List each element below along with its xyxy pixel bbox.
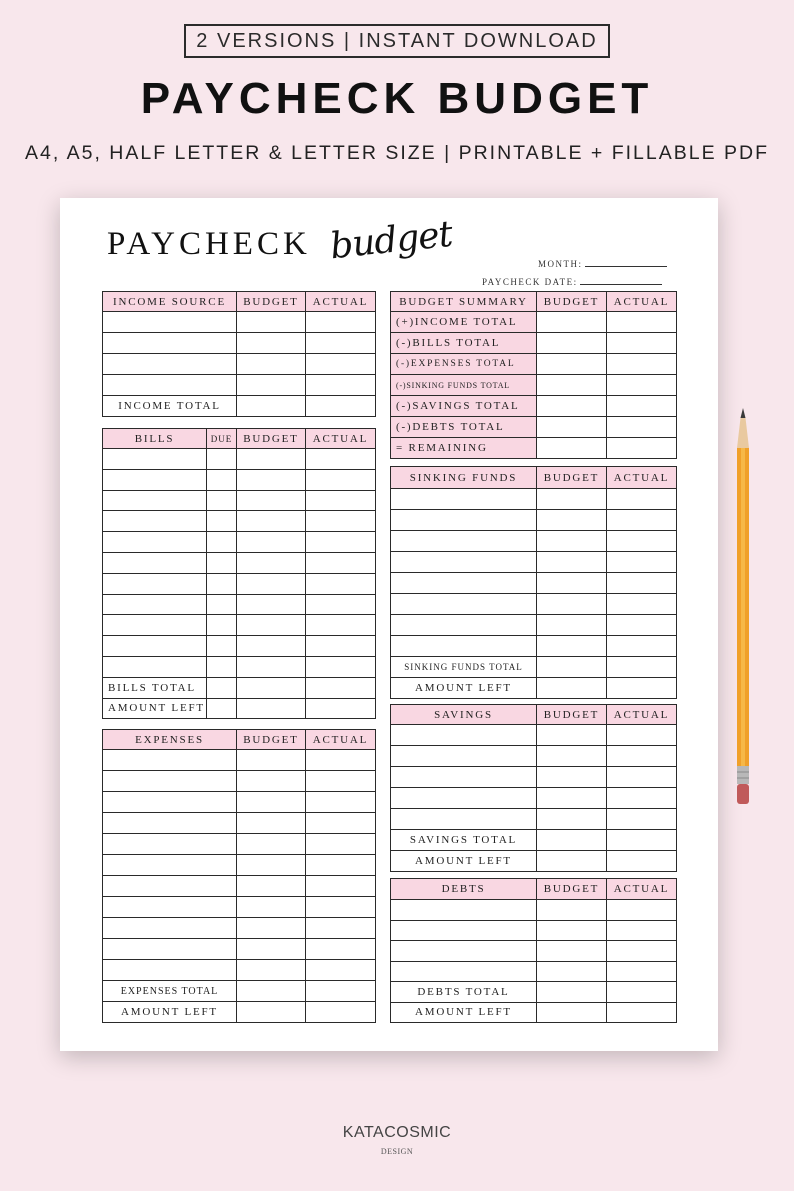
table-row[interactable] <box>391 636 677 657</box>
sinking-amount-left-label: AMOUNT LEFT <box>391 678 537 699</box>
summary-remaining: = REMAINING <box>391 438 537 459</box>
income-header-actual: ACTUAL <box>306 292 376 312</box>
bills-table <box>102 428 376 719</box>
table-row[interactable] <box>391 375 677 396</box>
income-header-source: INCOME SOURCE <box>103 292 237 312</box>
table-row[interactable] <box>391 767 677 788</box>
brand-logo: KATACOSMIC <box>342 1124 452 1141</box>
budget-summary-table <box>390 291 677 459</box>
debts-total-label: DEBTS TOTAL <box>391 982 537 1003</box>
sheet-script-title: budget <box>328 213 454 268</box>
table-row[interactable] <box>391 982 677 1003</box>
table-row[interactable] <box>391 678 677 699</box>
table-row[interactable] <box>103 897 376 918</box>
bills-amount-left-label: AMOUNT LEFT <box>103 698 207 719</box>
table-row[interactable] <box>103 656 376 677</box>
debts-header-name: DEBTS <box>391 879 537 900</box>
table-row[interactable] <box>391 573 677 594</box>
table-row[interactable] <box>391 941 677 962</box>
pencil-lead <box>741 408 746 418</box>
table-row[interactable] <box>391 809 677 830</box>
table-row[interactable] <box>391 725 677 746</box>
budget-sheet <box>60 198 718 1051</box>
debts-amount-left-label: AMOUNT LEFT <box>391 1002 537 1023</box>
table-row[interactable] <box>103 677 376 698</box>
table-row[interactable] <box>103 939 376 960</box>
table-row[interactable] <box>391 657 677 678</box>
summary-sinking-funds-total: (-)SINKING FUNDS TOTAL <box>391 375 537 396</box>
table-row[interactable] <box>103 981 376 1002</box>
table-row[interactable] <box>103 333 376 354</box>
table-row[interactable] <box>391 615 677 636</box>
summary-savings-total: (-)SAVINGS TOTAL <box>391 396 537 417</box>
table-row[interactable] <box>103 855 376 876</box>
savings-header-actual: ACTUAL <box>607 705 677 725</box>
table-row[interactable] <box>103 918 376 939</box>
table-row[interactable] <box>391 851 677 872</box>
table-row[interactable] <box>391 354 677 375</box>
paycheck-date-field[interactable] <box>482 276 662 287</box>
summary-header-name: BUDGET SUMMARY <box>391 292 537 312</box>
table-row[interactable] <box>103 490 376 511</box>
income-table <box>102 291 376 417</box>
table-row[interactable] <box>391 489 677 510</box>
summary-debts-total: (-)DEBTS TOTAL <box>391 417 537 438</box>
savings-amount-left-label: AMOUNT LEFT <box>391 851 537 872</box>
table-row[interactable] <box>391 961 677 982</box>
sinking-header-budget: BUDGET <box>537 467 607 489</box>
table-row[interactable] <box>391 594 677 615</box>
table-row[interactable] <box>103 312 376 333</box>
month-label: MONTH: <box>538 259 583 269</box>
table-row[interactable] <box>391 1002 677 1023</box>
sinking-header-name: SINKING FUNDS <box>391 467 537 489</box>
summary-expenses-total: (-)EXPENSES TOTAL <box>391 354 537 375</box>
table-row[interactable] <box>103 552 376 573</box>
table-row[interactable] <box>103 532 376 553</box>
bills-total-label: BILLS TOTAL <box>103 677 207 698</box>
table-row[interactable] <box>103 354 376 375</box>
table-row[interactable] <box>391 396 677 417</box>
expenses-amount-left-label: AMOUNT LEFT <box>103 1002 237 1023</box>
table-row[interactable] <box>103 813 376 834</box>
expenses-table <box>102 729 376 1023</box>
table-row[interactable] <box>103 698 376 719</box>
brand-sub: DESIGN <box>380 1147 414 1156</box>
debts-table <box>390 878 677 1023</box>
table-row[interactable] <box>391 312 677 333</box>
pencil-tip-wood <box>737 418 749 448</box>
expenses-header-budget: BUDGET <box>237 730 306 750</box>
table-row[interactable] <box>103 771 376 792</box>
table-row[interactable] <box>391 788 677 809</box>
month-field[interactable] <box>538 258 667 269</box>
sinking-total-label: SINKING FUNDS TOTAL <box>391 657 537 678</box>
table-row[interactable] <box>103 469 376 490</box>
bills-header-budget: BUDGET <box>237 429 306 449</box>
table-row[interactable] <box>103 449 376 470</box>
savings-total-label: SAVINGS TOTAL <box>391 830 537 851</box>
debts-header-budget: BUDGET <box>537 879 607 900</box>
table-row[interactable] <box>391 920 677 941</box>
table-row[interactable] <box>391 746 677 767</box>
table-row[interactable] <box>391 552 677 573</box>
paycheck-date-label: PAYCHECK DATE: <box>482 277 578 287</box>
table-row[interactable] <box>103 594 376 615</box>
table-row[interactable] <box>391 531 677 552</box>
page-subtitle: A4, A5, HALF LETTER & LETTER SIZE | PRINTABLE + FILLABLE PDF <box>24 142 770 164</box>
table-row[interactable] <box>103 750 376 771</box>
income-total-label: INCOME TOTAL <box>103 396 237 417</box>
table-row[interactable] <box>103 834 376 855</box>
versions-badge: 2 VERSIONS | INSTANT DOWNLOAD <box>184 24 610 58</box>
pencil-eraser <box>737 784 749 804</box>
page-title: PAYCHECK BUDGET <box>140 74 654 123</box>
table-row[interactable] <box>103 573 376 594</box>
summary-income-total: (+)INCOME TOTAL <box>391 312 537 333</box>
table-row[interactable] <box>103 636 376 657</box>
table-row[interactable] <box>103 615 376 636</box>
sinking-header-actual: ACTUAL <box>607 467 677 489</box>
bills-header-name: BILLS <box>103 429 207 449</box>
table-row[interactable] <box>103 375 376 396</box>
month-line <box>585 258 667 267</box>
table-row[interactable] <box>103 960 376 981</box>
savings-header-budget: BUDGET <box>537 705 607 725</box>
expenses-total-label: EXPENSES TOTAL <box>103 981 237 1002</box>
sinking-funds-table <box>390 466 677 699</box>
table-row[interactable] <box>391 438 677 459</box>
table-row[interactable] <box>103 396 376 417</box>
income-header-budget: BUDGET <box>237 292 306 312</box>
expenses-header-actual: ACTUAL <box>306 730 376 750</box>
savings-header-name: SAVINGS <box>391 705 537 725</box>
table-row[interactable] <box>391 510 677 531</box>
summary-header-actual: ACTUAL <box>607 292 677 312</box>
table-row[interactable] <box>391 417 677 438</box>
pencil-highlight <box>741 448 745 766</box>
expenses-header-name: EXPENSES <box>103 730 237 750</box>
table-row[interactable] <box>391 333 677 354</box>
savings-table <box>390 704 677 872</box>
sheet-title: PAYCHECK <box>107 226 311 262</box>
table-row[interactable] <box>103 511 376 532</box>
bills-header-actual: ACTUAL <box>306 429 376 449</box>
pencil-ferrule <box>737 766 749 784</box>
summary-header-budget: BUDGET <box>537 292 607 312</box>
bills-header-due: DUE <box>207 429 237 449</box>
table-row[interactable] <box>391 830 677 851</box>
paycheck-date-line <box>580 276 662 285</box>
table-row[interactable] <box>103 792 376 813</box>
debts-header-actual: ACTUAL <box>607 879 677 900</box>
summary-bills-total: (-)BILLS TOTAL <box>391 333 537 354</box>
table-row[interactable] <box>103 1002 376 1023</box>
table-row[interactable] <box>103 876 376 897</box>
pencil-icon <box>735 408 751 806</box>
table-row[interactable] <box>391 900 677 921</box>
